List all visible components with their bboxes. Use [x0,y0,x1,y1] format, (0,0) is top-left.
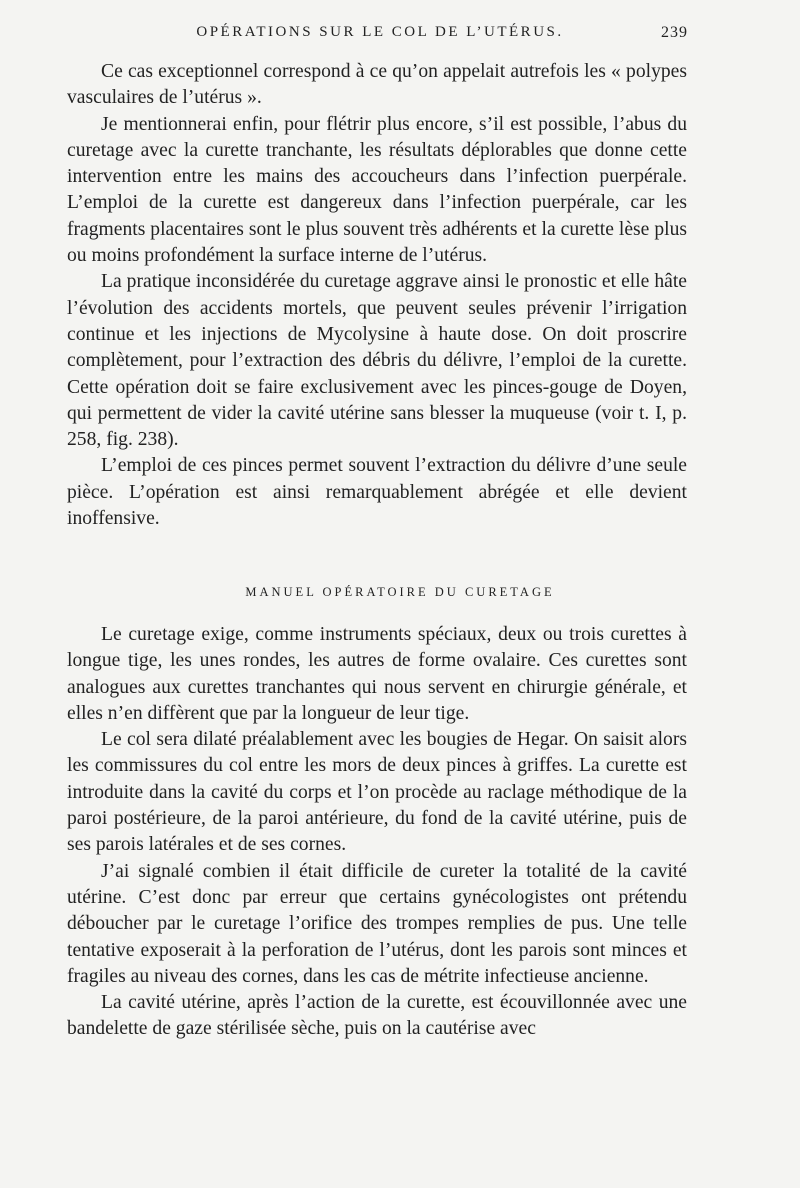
paragraph: Je mentionnerai enfin, pour flétrir plus encore, s’il est possible, l’abus du curetage avec la curette tranchante, les résultats déplorables que donne cette intervention entre les mains des accoucheurs dans l’infection puerpérale. L’emploi de la curette est dangereux dans l’infection puerpérale, car les fragments placentaires sont le plus souvent très adhérents et la curette lèse plus ou moins profondément la surface interne de l’utérus. [67,113,687,267]
text-block-before-heading [67,59,687,532]
running-title: OPÉRATIONS SUR LE COL DE L’UTÉRUS. [196,24,564,40]
page-number: 239 [661,24,688,41]
paragraph: La pratique inconsidérée du curetage aggrave ainsi le pronostic et elle hâte l’évolution des accidents mortels, que peuvent seules prévenir l’irrigation continue et les injections de Mycolysine à haute dose. On doit proscrire complètement, pour l’extraction des débris du délivre, l’emploi de la curette. Cette opération doit se faire exclusivement avec les pinces-gouge de Doyen, qui permettent de vider la cavité utérine sans blesser la muqueuse (voir t. I, p. 258, fig. 238). [67,271,687,451]
paragraph: J’ai signalé combien il était difficile de cureter la totalité de la cavité utérine. C’est donc par erreur que certains gynécologistes ont prétendu déboucher par le curetage l’orifice des trompes remplies de pus. Une telle tentative exposerait à la perforation de l’utérus, dont les parois sont minces et fragiles au niveau des cornes, dans les cas de métrite infectieuse ancienne. [67,860,687,987]
section-heading: MANUEL OPÉRATOIRE DU CURETAGE [245,585,555,599]
text-block-after-heading [67,622,687,1043]
paragraph: Le curetage exige, comme instruments spéciaux, deux ou trois curettes à longue tige, les unes rondes, les autres de forme ovalaire. Ces curettes sont analogues aux curettes tranchantes qui nous servent en chirurgie générale, et elles n’en diffèrent que par la longueur de leur tige. [67,624,687,724]
paragraph: Le col sera dilaté préalablement avec les bougies de Hegar. On saisit alors les commissures du col entre les mors de deux pinces à griffes. La curette est introduite dans la cavité du corps et l’on procède au raclage méthodique de la paroi postérieure, de la paroi antérieure, du fond de la cavité utérine, puis de ses parois latérales et de ses cornes. [67,729,687,856]
running-header [0,22,800,46]
paragraph: La cavité utérine, après l’action de la curette, est écouvillonnée avec une bandelette de gaze stérilisée sèche, puis on la cautérise avec [67,992,687,1040]
paragraph: L’emploi de ces pinces permet souvent l’extraction du délivre d’une seule pièce. L’opération est ainsi remarquablement abrégée et elle devient inoffensive. [67,455,687,530]
paragraph: Ce cas exceptionnel correspond à ce qu’on appelait autrefois les « polypes vasculaires de l’utérus ». [67,61,687,109]
